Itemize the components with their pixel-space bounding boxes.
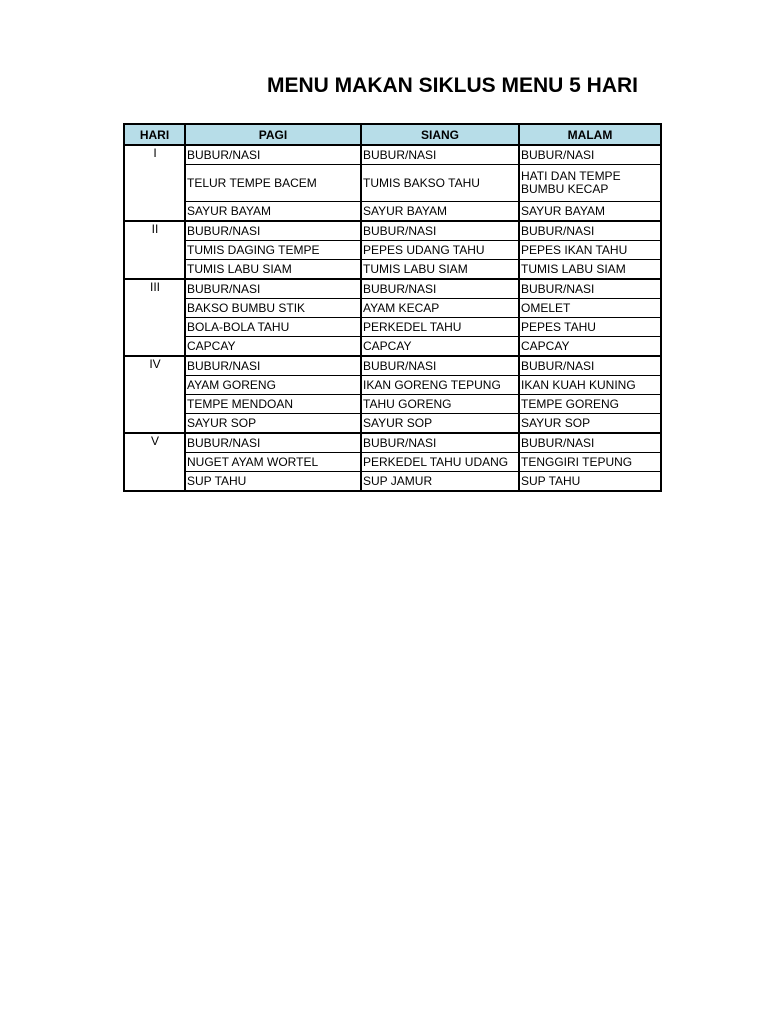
menu-cell-malam: IKAN KUAH KUNING <box>519 376 661 395</box>
column-header-hari: HARI <box>124 124 185 145</box>
menu-cell-malam: BUBUR/NASI <box>519 279 661 299</box>
table-row <box>124 299 661 318</box>
table-row <box>124 260 661 280</box>
menu-cell-siang: BUBUR/NASI <box>361 221 519 241</box>
table-row <box>124 318 661 337</box>
menu-cell-malam: BUBUR/NASI <box>519 433 661 453</box>
menu-cell-malam: TUMIS LABU SIAM <box>519 260 661 280</box>
table-row <box>124 337 661 357</box>
menu-cell-pagi: TELUR TEMPE BACEM <box>185 165 361 202</box>
menu-cell-siang: CAPCAY <box>361 337 519 357</box>
table-row <box>124 453 661 472</box>
menu-cell-siang: BUBUR/NASI <box>361 356 519 376</box>
menu-cell-malam: HATI DAN TEMPE BUMBU KECAP <box>519 165 661 202</box>
day-number-cell: I <box>124 145 185 221</box>
menu-cell-pagi: CAPCAY <box>185 337 361 357</box>
menu-cell-malam: SAYUR BAYAM <box>519 202 661 222</box>
menu-cell-pagi: BUBUR/NASI <box>185 356 361 376</box>
table-row <box>124 472 661 492</box>
menu-cell-pagi: BOLA-BOLA TAHU <box>185 318 361 337</box>
table-header-row <box>124 124 661 145</box>
day-number-cell: V <box>124 433 185 491</box>
menu-cell-malam: TEMPE GORENG <box>519 395 661 414</box>
column-header-siang: SIANG <box>361 124 519 145</box>
menu-cell-malam: BUBUR/NASI <box>519 221 661 241</box>
menu-cell-pagi: AYAM GORENG <box>185 376 361 395</box>
table-row <box>124 145 661 165</box>
menu-cell-malam: SUP TAHU <box>519 472 661 492</box>
menu-cell-siang: PERKEDEL TAHU UDANG <box>361 453 519 472</box>
menu-cell-malam: SAYUR SOP <box>519 414 661 434</box>
table-row <box>124 221 661 241</box>
day-number-cell: II <box>124 221 185 279</box>
menu-cell-pagi: TUMIS LABU SIAM <box>185 260 361 280</box>
menu-cell-malam: PEPES IKAN TAHU <box>519 241 661 260</box>
table-row <box>124 202 661 222</box>
table-row <box>124 376 661 395</box>
menu-cell-siang: TUMIS LABU SIAM <box>361 260 519 280</box>
table-row <box>124 165 661 202</box>
menu-cell-malam: CAPCAY <box>519 337 661 357</box>
menu-cell-siang: SAYUR BAYAM <box>361 202 519 222</box>
menu-cell-siang: BUBUR/NASI <box>361 279 519 299</box>
table-row <box>124 433 661 453</box>
menu-table-body <box>124 145 661 491</box>
menu-cell-siang: IKAN GORENG TEPUNG <box>361 376 519 395</box>
day-number-cell: IV <box>124 356 185 433</box>
menu-cell-malam: BUBUR/NASI <box>519 356 661 376</box>
menu-cell-siang: TAHU GORENG <box>361 395 519 414</box>
menu-cell-pagi: BUBUR/NASI <box>185 279 361 299</box>
menu-cell-siang: SAYUR SOP <box>361 414 519 434</box>
menu-cell-siang: PERKEDEL TAHU <box>361 318 519 337</box>
table-row <box>124 241 661 260</box>
menu-cell-pagi: SUP TAHU <box>185 472 361 492</box>
menu-cell-malam: BUBUR/NASI <box>519 145 661 165</box>
menu-cell-siang: BUBUR/NASI <box>361 433 519 453</box>
table-row <box>124 414 661 434</box>
menu-cell-pagi: SAYUR SOP <box>185 414 361 434</box>
column-header-pagi: PAGI <box>185 124 361 145</box>
menu-cell-pagi: TUMIS DAGING TEMPE <box>185 241 361 260</box>
column-header-malam: MALAM <box>519 124 661 145</box>
menu-cell-malam: OMELET <box>519 299 661 318</box>
menu-cell-pagi: BUBUR/NASI <box>185 145 361 165</box>
menu-cell-siang: BUBUR/NASI <box>361 145 519 165</box>
menu-cell-malam: PEPES TAHU <box>519 318 661 337</box>
menu-cell-malam: TENGGIRI TEPUNG <box>519 453 661 472</box>
menu-cell-pagi: TEMPE MENDOAN <box>185 395 361 414</box>
menu-table <box>123 123 662 492</box>
menu-cell-siang: TUMIS BAKSO TAHU <box>361 165 519 202</box>
menu-cell-pagi: BUBUR/NASI <box>185 433 361 453</box>
menu-cell-siang: SUP JAMUR <box>361 472 519 492</box>
day-number-cell: III <box>124 279 185 356</box>
menu-cell-pagi: SAYUR BAYAM <box>185 202 361 222</box>
table-row <box>124 356 661 376</box>
menu-cell-pagi: BAKSO BUMBU STIK <box>185 299 361 318</box>
menu-cell-siang: PEPES UDANG TAHU <box>361 241 519 260</box>
table-row <box>124 279 661 299</box>
menu-cell-pagi: NUGET AYAM WORTEL <box>185 453 361 472</box>
page-title: MENU MAKAN SIKLUS MENU 5 HARI <box>267 74 639 97</box>
table-row <box>124 395 661 414</box>
menu-cell-siang: AYAM KECAP <box>361 299 519 318</box>
menu-cell-pagi: BUBUR/NASI <box>185 221 361 241</box>
